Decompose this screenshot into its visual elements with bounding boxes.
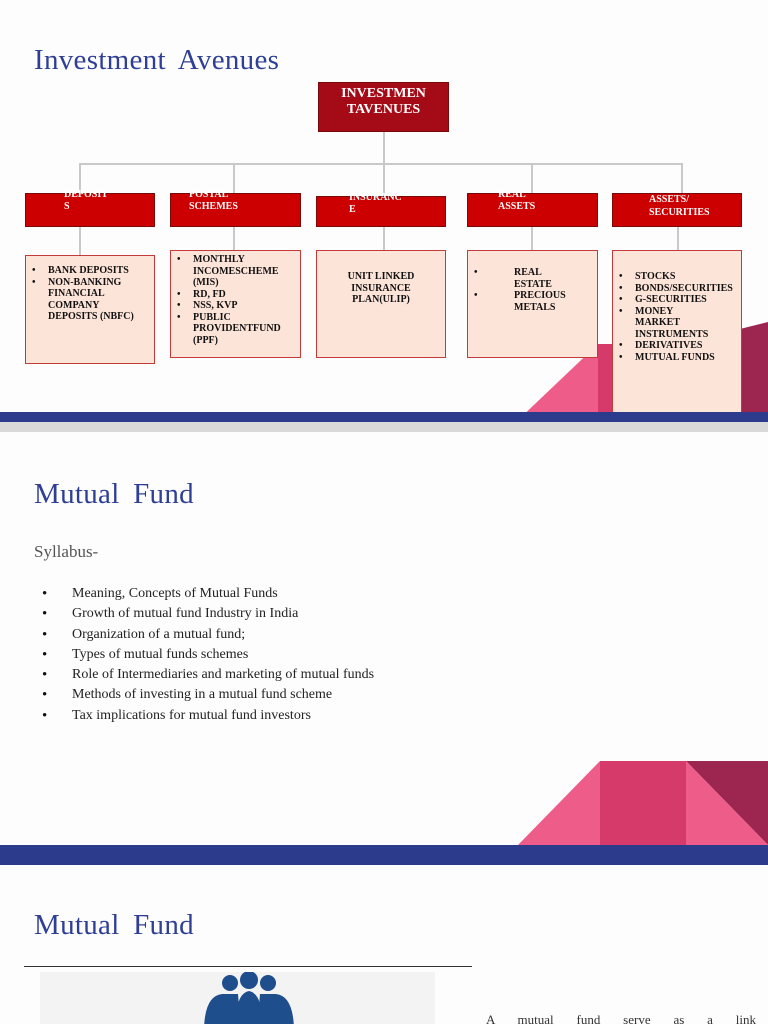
list-item: • G-SECURITIES: [613, 294, 741, 306]
slide-title: Mutual Fund: [34, 478, 194, 510]
list-item: • Organization of a mutual fund;: [42, 625, 374, 645]
detail-securities: [612, 250, 742, 413]
connector-line: [233, 163, 235, 193]
list-item: • Types of mutual funds schemes: [42, 645, 374, 665]
list-item: • DERIVATIVES: [613, 340, 741, 352]
syllabus-list: [42, 584, 374, 726]
category-postal-schemes: POSTAL SCHEMES: [170, 193, 301, 227]
list-item: • Meaning, Concepts of Mutual Funds: [42, 584, 374, 604]
list-item: • NON-BANKING FINANCIAL COMPANY DEPOSITS (NBFC): [26, 277, 154, 323]
image-panel: [40, 972, 435, 1024]
syllabus-heading: Syllabus-: [34, 542, 99, 561]
connector-line: [79, 163, 683, 165]
detail-deposits: [25, 255, 155, 364]
list-item: • Growth of mutual fund Industry in India: [42, 604, 374, 624]
decorative-triangles: [518, 761, 768, 845]
list-item: • BANK DEPOSITS: [26, 265, 154, 277]
slide-divider-band: [0, 845, 768, 865]
detail-insurance: UNIT LINKED INSURANCE PLAN(ULIP): [316, 250, 446, 358]
connector-line: [677, 226, 679, 250]
list-item: • STOCKS: [613, 271, 741, 283]
slide-investment-avenues: [0, 0, 768, 422]
paragraph-text: A mutual fund serve as a link: [486, 1012, 756, 1024]
list-item: • Tax implications for mutual fund investors: [42, 706, 374, 726]
connector-line: [79, 226, 81, 255]
slide-title: Investment Avenues: [34, 44, 280, 76]
connector-line: [681, 163, 683, 193]
connector-line: [383, 131, 385, 164]
slide-mutual-fund: [0, 865, 768, 1024]
connector-line: [531, 163, 533, 193]
footer-band: [0, 412, 768, 422]
category-real-assets: REAL ASSETS: [467, 193, 598, 227]
slide-title: Mutual Fund: [34, 909, 194, 941]
list-item: • NSS, KVP: [171, 300, 300, 312]
list-item: • PRECIOUS METALS: [468, 290, 597, 313]
list-item: • Methods of investing in a mutual fund scheme: [42, 685, 374, 705]
list-item: • MONTHLY INCOMESCHEME (MIS): [171, 254, 300, 289]
people-group-icon: [40, 972, 435, 1024]
list-item: • Role of Intermediaries and marketing of mutual funds: [42, 665, 374, 685]
list-item: • REAL ESTATE: [468, 267, 597, 290]
root-node-investment-avenues: INVESTMEN TAVENUES: [318, 82, 449, 132]
category-assets-securities: ASSETS/ SECURITIES: [612, 193, 742, 227]
list-item: • MONEY MARKET INSTRUMENTS: [613, 306, 741, 341]
title-underline: [24, 966, 472, 967]
detail-real-assets: [467, 250, 598, 358]
connector-line: [531, 226, 533, 250]
connector-line: [383, 226, 385, 250]
list-item: • BONDS/SECURITIES: [613, 283, 741, 295]
detail-postal-schemes: [170, 250, 301, 358]
connector-line: [233, 226, 235, 250]
slide-mutual-fund-syllabus: [0, 432, 768, 845]
category-insurance: INSURANC E: [316, 196, 446, 227]
list-item: • RD, FD: [171, 289, 300, 301]
list-item: • PUBLIC PROVIDENTFUND (PPF): [171, 312, 300, 347]
category-deposits: DEPOSIT S: [25, 193, 155, 227]
list-item: • MUTUAL FUNDS: [613, 352, 741, 364]
